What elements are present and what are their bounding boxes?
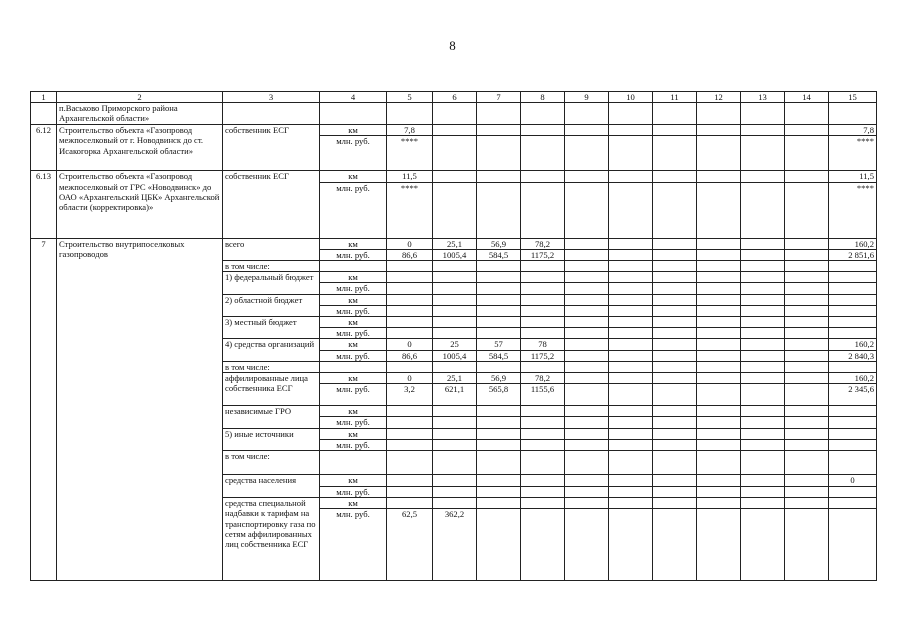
total-value: 160,2 — [829, 238, 877, 249]
unit: млн. руб. — [320, 487, 387, 498]
value: 565,8 — [477, 384, 521, 406]
unit: млн. руб. — [320, 305, 387, 316]
value: 0 — [387, 339, 433, 350]
funding-source: собственник ЕСГ — [223, 171, 320, 238]
total-value: 2 345,6 — [829, 384, 877, 406]
header-cell: 7 — [477, 92, 521, 103]
value: 86,6 — [387, 350, 433, 361]
investment-table — [30, 91, 877, 581]
value: 78,2 — [521, 238, 565, 249]
unit: млн. руб. — [320, 439, 387, 450]
value: 25 — [433, 339, 477, 350]
value: 3,2 — [387, 384, 433, 406]
funding-source: 2) областной бюджет — [223, 294, 320, 316]
unit: млн. руб. — [320, 283, 387, 294]
header-cell: 3 — [223, 92, 320, 103]
value: 25,1 — [433, 373, 477, 384]
value: 57 — [477, 339, 521, 350]
unit: млн. руб. — [320, 249, 387, 260]
table-row — [31, 103, 877, 125]
funding-source: 5) иные источники — [223, 428, 320, 450]
funding-source: средства специальной надбавки к тарифам на транспортировку газа по сетям аффилированных лиц собственника ЕСГ — [223, 498, 320, 581]
value: 0 — [387, 373, 433, 384]
header-cell: 14 — [785, 92, 829, 103]
funding-source: всего — [223, 238, 320, 260]
funding-source: в том числе: — [223, 451, 320, 475]
unit: км — [320, 475, 387, 487]
unit: млн. руб. — [320, 136, 387, 171]
value: 1175,2 — [521, 350, 565, 361]
row-number: 7 — [31, 238, 57, 581]
total-value: **** — [829, 182, 877, 238]
total-value: 11,5 — [829, 171, 877, 182]
value: 78 — [521, 339, 565, 350]
row-number: 6.13 — [31, 171, 57, 238]
table-row — [31, 171, 877, 182]
unit: км — [320, 171, 387, 182]
value: 11,5 — [387, 171, 433, 182]
unit: км — [320, 428, 387, 439]
value: 86,6 — [387, 249, 433, 260]
table-row — [31, 238, 877, 249]
value: 1005,4 — [433, 350, 477, 361]
total-value: 2 840,3 — [829, 350, 877, 361]
unit: млн. руб. — [320, 350, 387, 361]
value: 1175,2 — [521, 249, 565, 260]
total-value: 160,2 — [829, 339, 877, 350]
funding-source: средства населения — [223, 475, 320, 498]
value: 78,2 — [521, 373, 565, 384]
header-cell: 8 — [521, 92, 565, 103]
header-cell: 2 — [57, 92, 223, 103]
funding-source: 1) федеральный бюджет — [223, 272, 320, 294]
header-cell: 6 — [433, 92, 477, 103]
unit: млн. руб. — [320, 328, 387, 339]
header-row — [31, 92, 877, 103]
unit: млн. руб. — [320, 417, 387, 428]
unit: км — [320, 238, 387, 249]
object-name: п.Васьково Приморского района Архангельской области» — [57, 103, 223, 125]
object-name: Строительство объекта «Газопровод межпоселковый от ГРС «Новодвинск» до ОАО «Архангельский ЦБК» Архангельской области (корректировка)» — [57, 171, 223, 238]
row-number: 6.12 — [31, 125, 57, 171]
total-value: **** — [829, 136, 877, 171]
value: 621,1 — [433, 384, 477, 406]
header-cell: 12 — [697, 92, 741, 103]
value: 7,8 — [387, 125, 433, 136]
funding-source: аффилированные лица собственника ЕСГ — [223, 373, 320, 406]
total-value: 160,2 — [829, 373, 877, 384]
value: 25,1 — [433, 238, 477, 249]
header-cell: 10 — [609, 92, 653, 103]
object-name: Строительство объекта «Газопровод межпоселковый от г. Новодвинск до ст. Исакогорка Архангельской области» — [57, 125, 223, 171]
value: 1005,4 — [433, 249, 477, 260]
value: **** — [387, 182, 433, 238]
value: **** — [387, 136, 433, 171]
funding-source: независимые ГРО — [223, 406, 320, 428]
value: 56,9 — [477, 373, 521, 384]
total-value: 2 851,6 — [829, 249, 877, 260]
header-cell: 1 — [31, 92, 57, 103]
total-value: 0 — [829, 475, 877, 487]
value: 1155,6 — [521, 384, 565, 406]
unit: км — [320, 373, 387, 384]
header-cell: 15 — [829, 92, 877, 103]
value: 584,5 — [477, 350, 521, 361]
value: 362,2 — [433, 509, 477, 581]
value: 0 — [387, 238, 433, 249]
funding-source: 4) средства организаций — [223, 339, 320, 361]
total-value: 7,8 — [829, 125, 877, 136]
unit: млн. руб. — [320, 384, 387, 406]
value: 584,5 — [477, 249, 521, 260]
header-cell: 9 — [565, 92, 609, 103]
header-cell: 5 — [387, 92, 433, 103]
unit: км — [320, 294, 387, 305]
unit: млн. руб. — [320, 509, 387, 581]
value: 62,5 — [387, 509, 433, 581]
page-number: 8 — [449, 38, 456, 53]
unit: км — [320, 272, 387, 283]
unit: км — [320, 498, 387, 509]
table-row — [31, 125, 877, 136]
header-cell: 11 — [653, 92, 697, 103]
funding-source: собственник ЕСГ — [223, 125, 320, 171]
funding-source: 3) местный бюджет — [223, 317, 320, 339]
funding-source: в том числе: — [223, 361, 320, 372]
header-cell: 4 — [320, 92, 387, 103]
unit: км — [320, 339, 387, 350]
unit: км — [320, 406, 387, 417]
header-cell: 13 — [741, 92, 785, 103]
unit: км — [320, 317, 387, 328]
object-name: Строительство внутрипоселковых газопроводов — [57, 238, 223, 581]
funding-source: в том числе: — [223, 261, 320, 272]
value: 56,9 — [477, 238, 521, 249]
unit: км — [320, 125, 387, 136]
unit: млн. руб. — [320, 182, 387, 238]
